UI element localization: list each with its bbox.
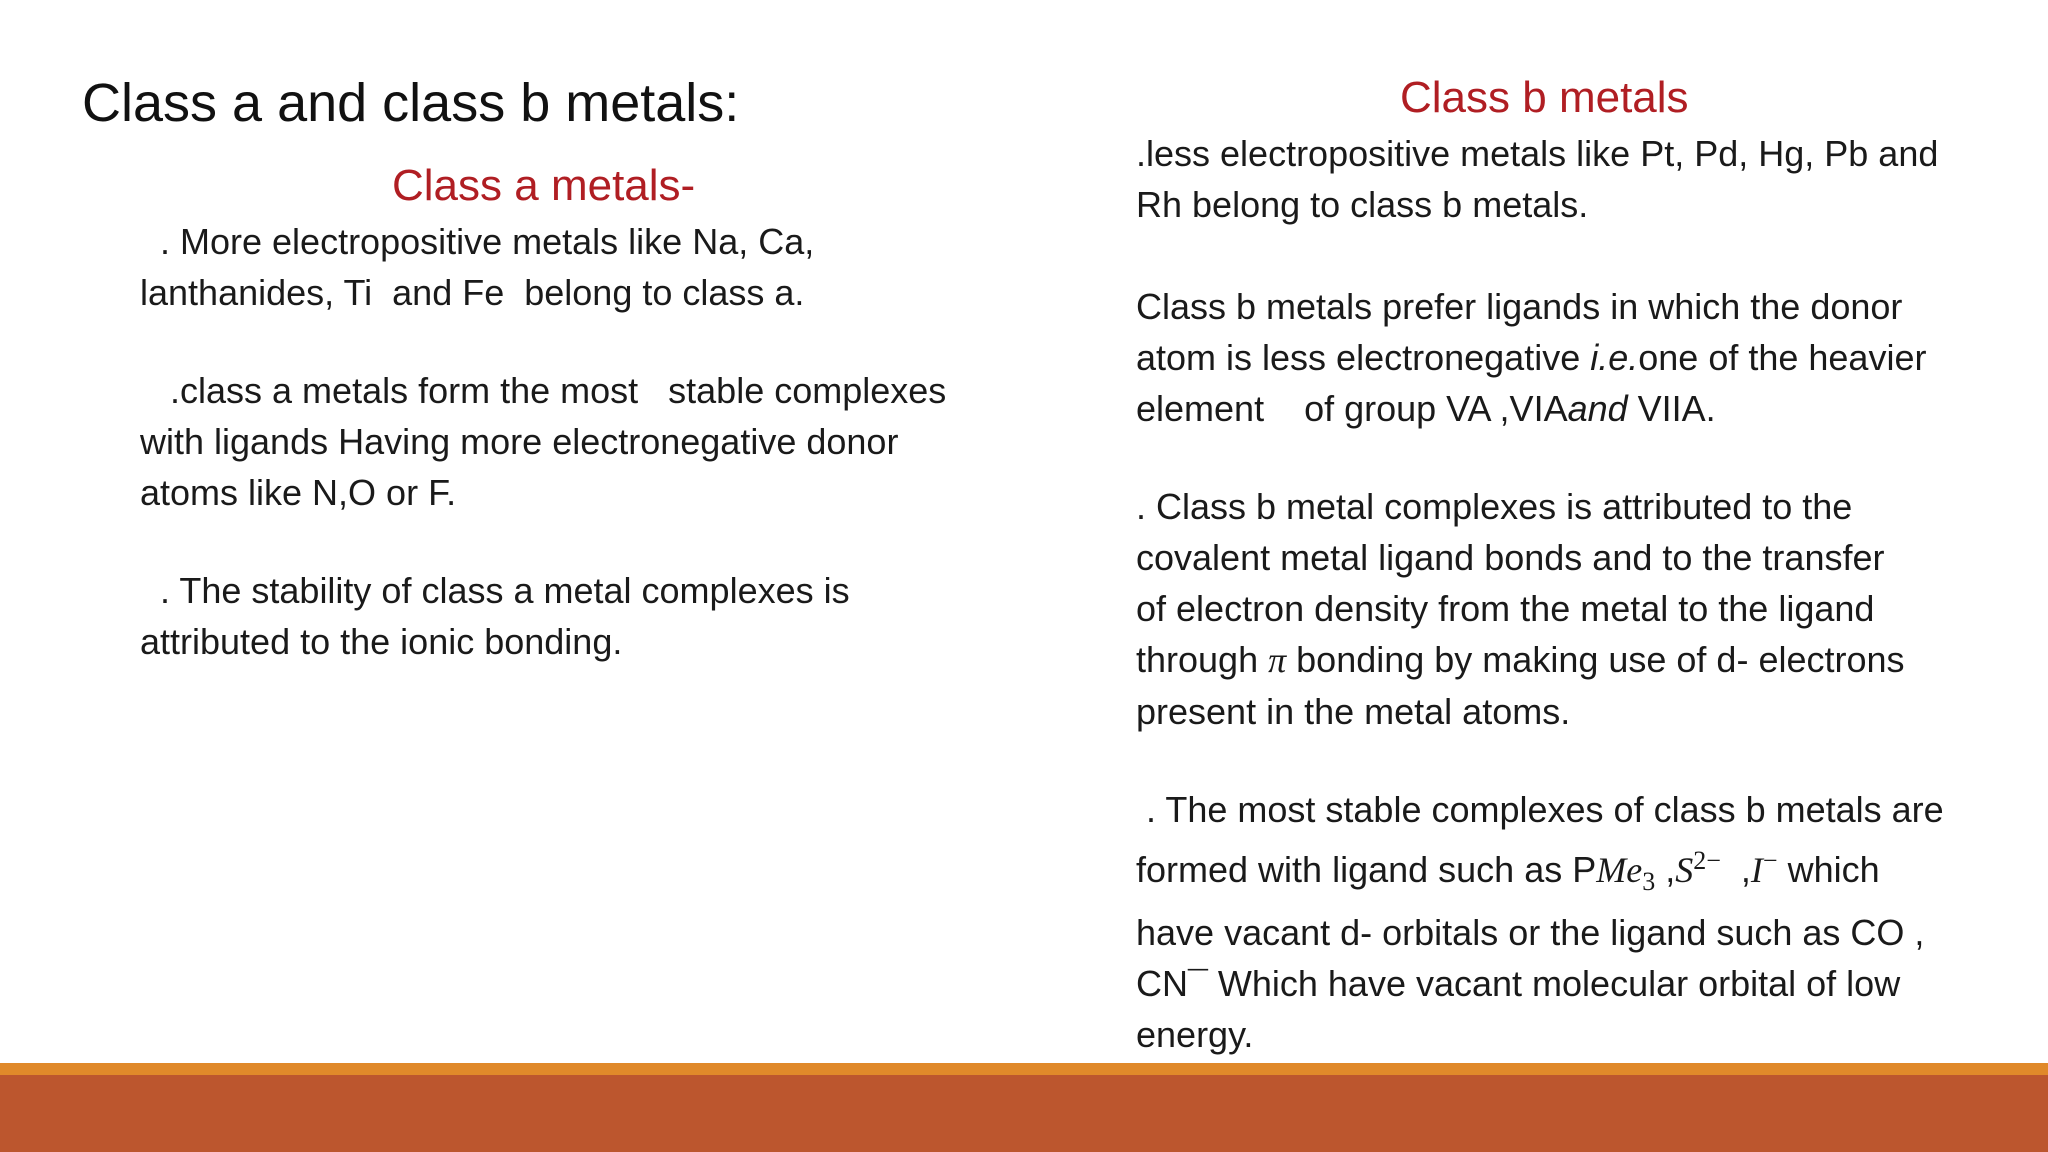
text-segment: , [1655, 849, 1676, 890]
text-segment: , [1720, 849, 1751, 890]
text-line: CN¯ Which have vacant molecular orbital of low [1136, 963, 1901, 1005]
text-line: lanthanides, Ti and Fe belong to class a. [140, 272, 805, 313]
footer-bar [0, 1075, 2048, 1152]
text-line [1136, 383, 1926, 434]
math-pme3 [1596, 850, 1656, 897]
text-line: energy. [1136, 1014, 1254, 1056]
class-a-paragraph-2 [140, 365, 946, 518]
text-line: of electron density from the metal to the ligand [1136, 588, 1875, 629]
class-b-heading: Class b metals [1400, 73, 1689, 122]
text-segment: which [1777, 849, 1880, 890]
class-b-paragraph-1 [1136, 128, 1938, 230]
text-line: Class b metals prefer ligands in which the donor [1136, 286, 1903, 327]
text-line: Rh belong to class b metals. [1136, 184, 1589, 225]
text-segment: one of the heavier [1638, 337, 1927, 378]
text-line: .class a metals form the most stable complexes [140, 370, 947, 411]
text-line: atoms like N,O or F. [140, 472, 457, 513]
text-segment: formed with ligand such as P [1136, 849, 1597, 890]
text-line [1136, 634, 1905, 686]
text-segment: VIIA. [1627, 388, 1716, 429]
text-line: . More electropositive metals like Na, Ca, [140, 221, 815, 262]
class-b-paragraph-3 [1136, 481, 1905, 737]
math-superscript: 2− [1693, 846, 1721, 875]
math-symbol: S [1675, 850, 1694, 890]
math-symbol: I [1750, 850, 1763, 890]
text-segment: atom is less electronegative [1136, 337, 1591, 378]
text-segment: element of group VA ,VIA [1136, 388, 1568, 429]
text-line: . Class b metal complexes is attributed to the [1136, 486, 1853, 527]
pi-symbol: π [1268, 640, 1287, 680]
text-line: attributed to the ionic bonding. [140, 621, 623, 662]
math-symbol: Me [1596, 850, 1643, 890]
text-line: with ligands Having more electronegative donor [140, 421, 899, 462]
text-line [1136, 835, 1944, 907]
italic-abbreviation: i.e. [1590, 337, 1639, 378]
text-line: have vacant d- orbitals or the ligand such as CO , [1136, 912, 1925, 954]
class-a-paragraph-1 [140, 216, 814, 318]
math-iodide [1750, 846, 1778, 890]
text-segment: bonding by making use of d- electrons [1286, 639, 1905, 680]
class-a-paragraph-3 [140, 565, 850, 667]
text-line: covalent metal ligand bonds and to the transfer [1136, 537, 1885, 578]
text-line: present in the metal atoms. [1136, 691, 1571, 732]
class-b-paragraph-2 [1136, 281, 1926, 434]
text-line: .less electropositive metals like Pt, Pd, Hg, Pb and [1136, 133, 1939, 174]
class-a-heading: Class a metals- [392, 161, 696, 210]
text-segment: through [1136, 639, 1269, 680]
class-b-paragraph-4 [1136, 784, 1944, 1060]
slide-title: Class a and class b metals: [82, 73, 740, 133]
text-line: . The most stable complexes of class b metals are [1136, 789, 1944, 830]
math-sulfide [1675, 846, 1721, 890]
text-line [1136, 332, 1926, 383]
footer-accent-line [0, 1063, 2048, 1075]
text-line: . The stability of class a metal complexes is [140, 570, 850, 611]
italic-word: and [1567, 388, 1628, 429]
math-subscript: 3 [1642, 867, 1656, 897]
math-superscript: − [1762, 846, 1778, 875]
